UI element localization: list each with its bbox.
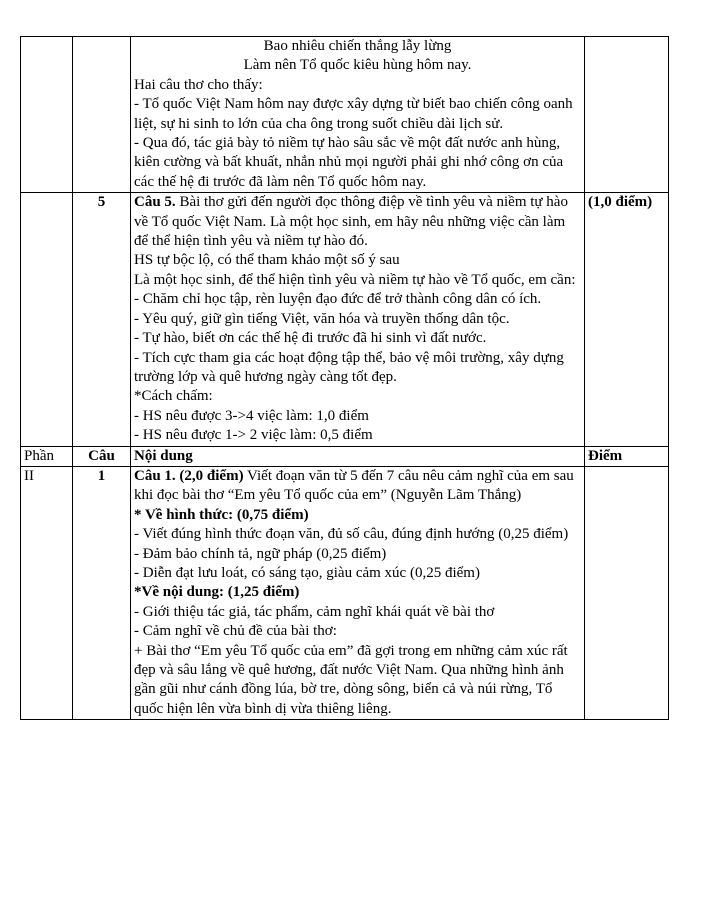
header-noidung: Nội dung [131,446,585,466]
question-label: Câu 5. [134,194,176,211]
table-row [21,37,669,193]
text-line: - Tích cực tham gia các hoạt động tập thể, bảo vệ môi trường, xây dựng trường lớp và quê hương ngày càng tốt đẹp. [134,349,564,385]
text-line: - Qua đó, tác giả bày tỏ niềm tự hào sâu sắc về một đất nước anh hùng, kiên cường và bất khuất, nhắn nhủ mọi người phải ghi nhớ công ơn của các thế hệ đi trước đã làm nên Tổ quốc hôm nay. [134,135,564,190]
table-header-row [21,446,669,466]
text-line: - Đảm bảo chính tả, ngữ pháp (0,25 điểm) [134,545,387,562]
question-body: Bài thơ gửi đến người đọc thông điệp về tình yêu và niềm tự hào về Tổ quốc Việt Nam. Là một học sinh, em hãy nêu những việc cần làm để thể hiện tình yêu và niềm tự hào đó. [134,194,568,250]
table-row [21,466,669,719]
table-row [21,193,669,446]
phan-cell [21,193,73,446]
text-line: - HS nêu được 1-> 2 việc làm: 0,5 điểm [134,427,373,444]
phan-cell [21,37,73,193]
score-cell [585,37,669,193]
text-line: Hai câu thơ cho thấy: [134,76,263,93]
section-heading: *Về nội dung: (1,25 điểm) [134,584,300,601]
text-line: *Cách chấm: [134,388,213,405]
text-line: HS tự bộc lộ, có thể tham khảo một số ý sau [134,252,400,269]
header-diem: Điểm [585,446,669,466]
text-line: - Tự hào, biết ơn các thế hệ đi trước đã hi sinh vì đất nước. [134,330,487,347]
cau-number: 5 [73,193,131,446]
header-phan: Phần [21,446,73,466]
question-label: Câu 1. (2,0 điểm) [134,467,244,484]
text-line: - Tổ quốc Việt Nam hôm nay được xây dựng từ biết bao chiến công oanh liệt, sự hi sinh to lớn của cha ông trong suốt chiều dài lịch sử. [134,96,573,132]
text-line: - Viết đúng hình thức đoạn văn, đủ số câu, đúng định hướng (0,25 điểm) [134,526,569,543]
question-body: Viết đoạn văn từ 5 đến 7 câu nêu cảm nghĩ của em sau khi đọc bài thơ “Em yêu Tổ quốc của em” (Nguyễn Lãm Thắng) [134,467,574,504]
header-cau: Câu [73,446,131,466]
question-text [134,193,581,251]
cau-cell [73,37,131,193]
text-line: - Cảm nghĩ về chủ đề của bài thơ: [134,623,337,640]
content-cell [131,466,585,719]
section-heading: * Về hình thức: (0,75 điểm) [134,506,309,523]
poem-line: Làm nên Tổ quốc kiêu hùng hôm nay. [243,57,472,74]
content-cell [131,193,585,446]
score-cell [585,466,669,719]
text-line: - Yêu quý, giữ gìn tiếng Việt, văn hóa và truyền thống dân tộc. [134,310,510,327]
cau-number: 1 [73,466,131,719]
text-line: Là một học sinh, để thể hiện tình yêu và niềm tự hào về Tổ quốc, em cần: [134,271,576,288]
answer-key-table [20,36,669,720]
text-line: - Giới thiệu tác giả, tác phẩm, cảm nghĩ khái quát về bài thơ [134,603,495,620]
text-line: - Diễn đạt lưu loát, có sáng tạo, giàu cảm xúc (0,25 điểm) [134,564,480,581]
content-cell [131,37,585,193]
phan-value: II [21,466,73,719]
score-value: (1,0 điểm) [585,193,669,446]
text-line: - Chăm chỉ học tập, rèn luyện đạo đức để trở thành công dân có ích. [134,291,542,308]
text-line: - HS nêu được 3->4 việc làm: 1,0 điểm [134,407,369,424]
poem-line: Bao nhiêu chiến thắng lẫy lừng [263,38,452,54]
question-text [134,467,581,506]
text-line: + Bài thơ “Em yêu Tổ quốc của em” đã gợi trong em những cảm xúc rất đẹp và sâu lắng về quê hương, đất nước Việt Nam. Qua những hình ảnh gần gũi như cánh đồng lúa, bờ tre, dòng sông, biển cả và núi rừng, Tổ quốc hiện lên vừa bình dị vừa thiêng liêng. [134,642,568,717]
